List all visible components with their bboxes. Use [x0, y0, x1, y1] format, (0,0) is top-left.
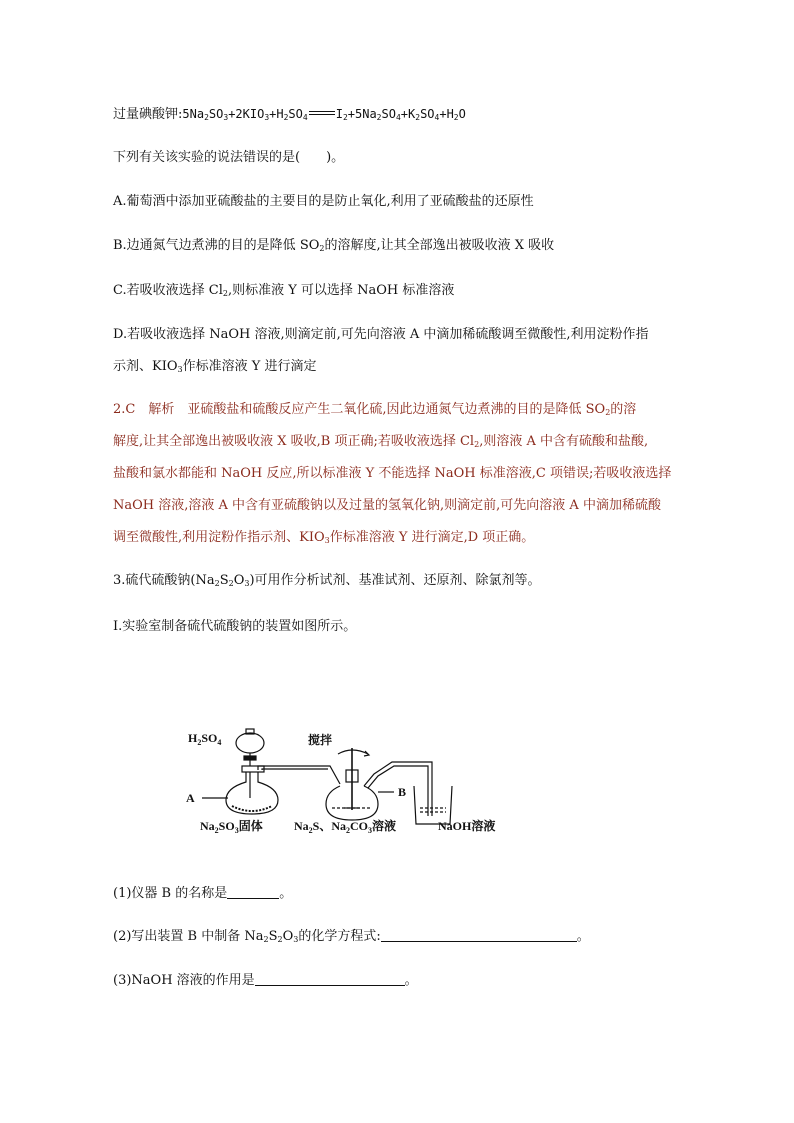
section-i-heading: Ⅰ.实验室制备硫代硫酸钠的装置如图所示。 [113, 619, 357, 634]
question-3: 3.硫代硫酸钠$(Na_2S_2O_3)$可用作分析试剂、基准试剂、还原剂、除氯剂等。 [113, 573, 541, 588]
label-stir: 搅拌 [308, 733, 333, 747]
sub-question-1: (1)仪器 B 的名称是 。 [113, 886, 293, 901]
answer-blank-2[interactable] [381, 929, 577, 942]
stir-arrow-icon [338, 750, 368, 754]
equation-lhs: $5Na_2SO_3+2KIO_3+H_2SO_4$ [182, 107, 308, 122]
label-naoh-solution: NaOH溶液 [438, 819, 496, 833]
option-b: B.边通氮气边煮沸的目的是降低 $SO_2$的溶解度,让其全部逸出被吸收液 X 吸收 [113, 238, 555, 253]
equation-line: 过量碘酸钾$:5Na_2SO_3+2KIO_3+H_2SO_4$ $I_2+5Na_2SO_4+K_2SO_4+H_2O$ [113, 107, 466, 122]
answer-line-1: 2.C 解析 亚硫酸盐和硫酸反应产生二氧化硫,因此边通氮气边煮沸的目的是降低 $SO_2$的溶 [113, 402, 637, 417]
equation-rhs: $I_2+5Na_2SO_4+K_2SO_4+H_2O$ [335, 107, 466, 122]
option-d-line2: 示剂、$KIO_3$作标准溶液 Y 进行滴定 [113, 359, 317, 374]
apparatus-diagram [180, 726, 530, 834]
label-a: A [186, 791, 195, 805]
option-a: A.葡萄酒中添加亚硫酸盐的主要目的是防止氧化,利用了亚硫酸盐的还原性 [113, 194, 534, 209]
answer-line-3: 盐酸和氯水都能和 NaOH 反应,所以标准液 Y 不能选择 NaOH 标准溶液,C 项错误;若吸收液选择 [113, 466, 672, 481]
answer-line-4: NaOH 溶液,溶液 A 中含有亚硫酸钠以及过量的氢氧化钠,则滴定前,可先向溶液 A 中滴加稀硫酸 [113, 498, 661, 513]
question-stem: 下列有关该实验的说法错误的是( )。 [113, 150, 345, 165]
answer-line-5: 调至微酸性,利用淀粉作指示剂、$KIO_3$作标准溶液 Y 进行滴定,D 项正确。 [113, 530, 535, 545]
answer-blank-3[interactable] [255, 973, 405, 986]
sub-question-3: (3)NaOH 溶液的作用是 。 [113, 973, 418, 988]
option-d-line1: D.若吸收液选择 NaOH 溶液,则滴定前,可先向溶液 A 中滴加稀硫酸调至微酸性,利用淀粉作指 [113, 327, 649, 342]
label-mixture-solution: $Na_2S$、$Na_2CO_3$溶液 [294, 819, 397, 834]
separatory-funnel-icon [236, 733, 264, 753]
answer-blank-1[interactable] [227, 886, 279, 899]
equals-sign [309, 111, 335, 115]
answer-line-2: 解度,让其全部逸出被吸收液 X 吸收,B 项正确;若吸收液选择 $Cl_2$,则溶液 A 中含有硫酸和盐酸, [113, 434, 649, 449]
label-na2so3-solid: $Na_2SO_3$固体 [200, 819, 263, 834]
sub-question-2: (2)写出装置 B 中制备 $Na_2S_2O_3$的化学方程式: 。 [113, 929, 590, 944]
label-b: B [398, 785, 407, 799]
label-h2so4: $H_2SO_4$ [188, 731, 222, 747]
option-c: C.若吸收液选择 $Cl_2$,则标准液 Y 可以选择 NaOH 标准溶液 [113, 283, 455, 298]
